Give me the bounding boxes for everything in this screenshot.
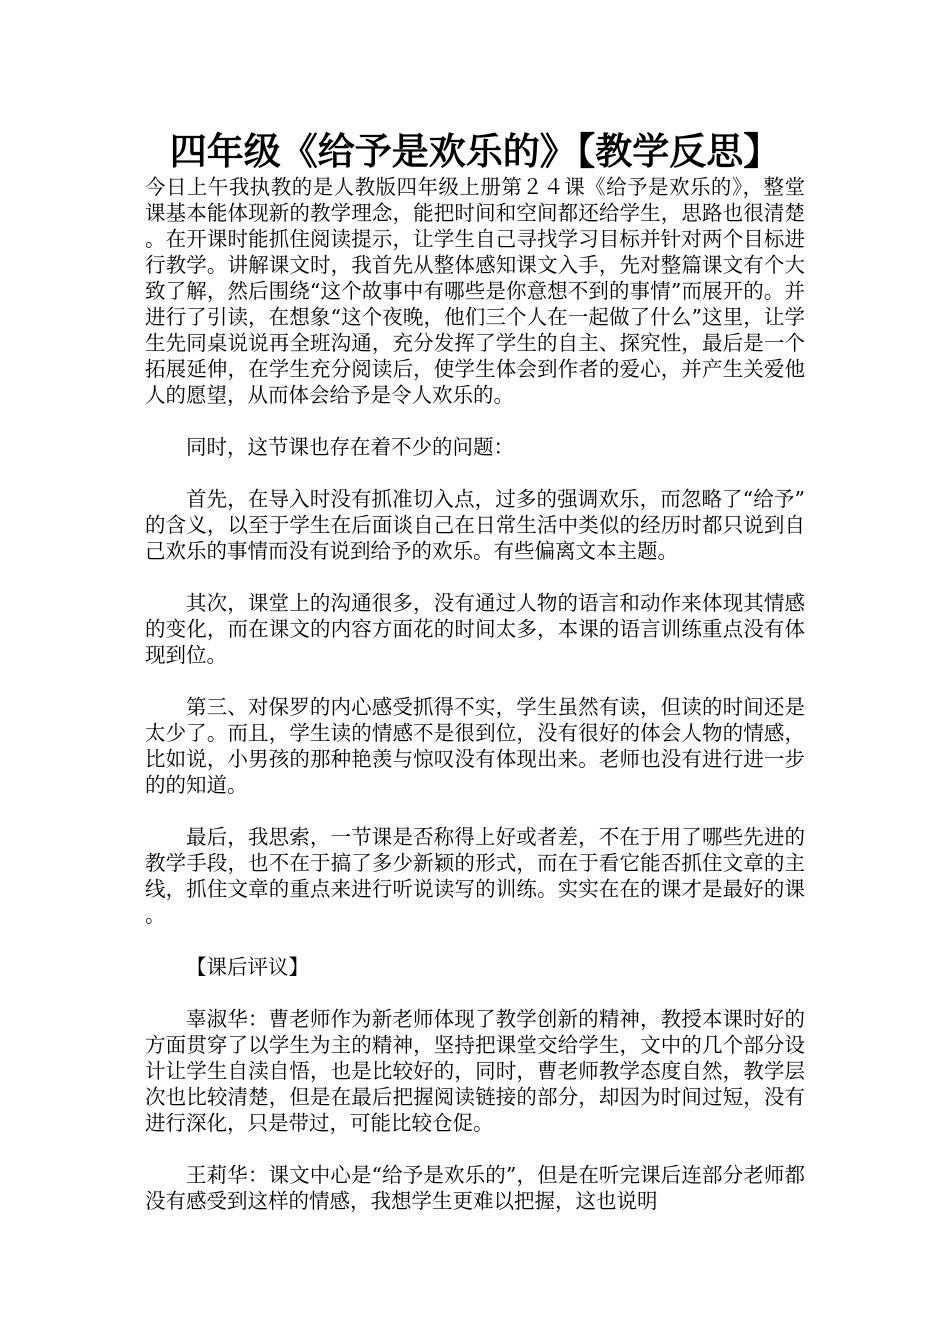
paragraph-first-problem: 首先，在导入时没有抓准切入点，过多的强调欢乐，而忽略了“给予”的含义，以至于学生在后面谈自己在日常生活中类似的经历时都只说到自己欢乐的事情而没有说到给予的欢乐。有些偏离文本主题。 [145, 487, 805, 563]
paragraph-review-gu: 辜淑华：曹老师作为新老师体现了教学创新的精神，教授本课时好的方面贯穿了以学生为主的精神，坚持把课堂交给学生，文中的几个部分设计让学生自渎自悟，也是比较好的，同时，曹老师教学态度自然，教学层次也比较清楚，但是在最后把握阅读链接的部分，却因为时间过短，没有进行深化，只是带过，可能比较仓促。 [145, 1007, 805, 1135]
section-heading-review: 【课后评议】 [186, 955, 309, 979]
paragraph-intro: 今日上午我执教的是人教版四年级上册第２４课《给予是欢乐的》，整堂课基本能体现新的教学理念，能把时间和空间都还给学生，思路也很清楚。在开课时能抓住阅读提示，让学生自己寻找学习目标并针对两个目标进行教学。讲解课文时，我首先从整体感知课文入手，先对整篇课文有个大致了解，然后围绕“这个故事中有哪些是你意想不到的事情”而展开的。并进行了引读，在想象“这个夜晚，他们三个人在一起做了什么”这里，让学生先同桌说说再全班沟通，充分发挥了学生的自主、探究性，最后是一个拓展延伸，在学生充分阅读后，使学生体会到作者的爱心，并产生关爱他人的愿望，从而体会给予是令人欢乐的。 [145, 175, 805, 407]
paragraph-problems-lead: 同时，这节课也存在着不少的问题： [186, 435, 514, 459]
paragraph-second-problem: 其次，课堂上的沟通很多，没有通过人物的语言和动作来体现其情感的变化，而在课文的内容方面花的时间太多，本课的语言训练重点没有体现到位。 [145, 591, 805, 667]
document-title: 四年级《给予是欢乐的》【教学反思】 [169, 129, 781, 173]
paragraph-review-wang: 王莉华：课文中心是“给予是欢乐的”，但是在听完课后连部分老师都没有感受到这样的情感，我想学生更难以把握，这也说明 [145, 1163, 805, 1213]
document-page [145, 128, 805, 1214]
paragraph-third-problem: 第三、对保罗的内心感受抓得不实，学生虽然有读，但读的时间还是太少了。而且，学生读的情感不是很到位，没有很好的体会人物的情感，比如说，小男孩的那种艳羡与惊叹没有体现出来。老师也没有进行进一步的的知道。 [145, 695, 805, 797]
paragraph-conclusion: 最后，我思索，一节课是否称得上好或者差，不在于用了哪些先进的教学手段，也不在于搞了多少新颖的形式，而在于看它能否抓住文章的主线，抓住文章的重点来进行听说读写的训练。实实在在的课才是最好的课。 [145, 825, 805, 927]
